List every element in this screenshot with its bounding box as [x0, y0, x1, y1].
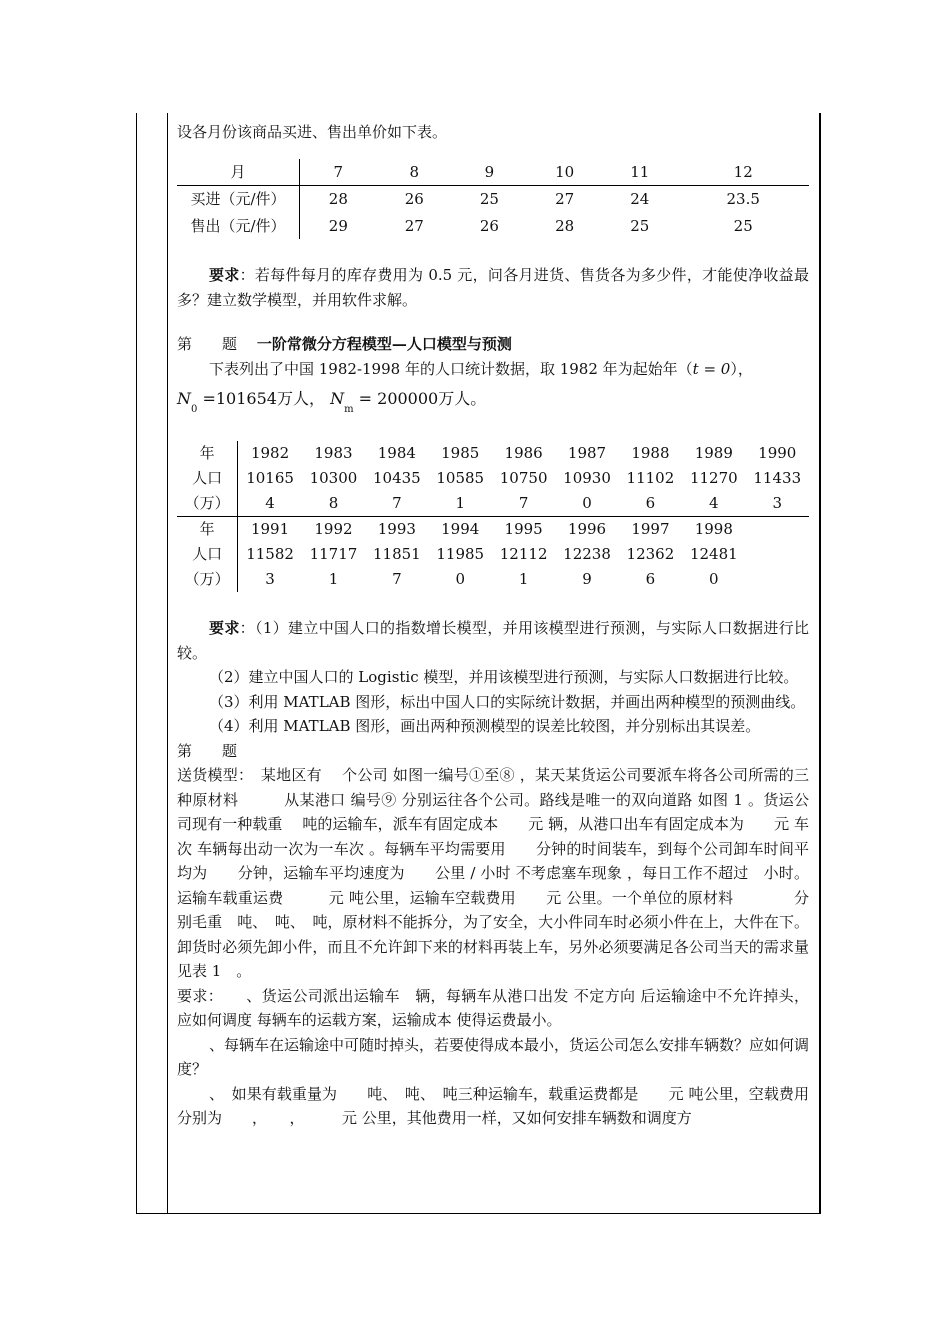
population-cell	[746, 567, 810, 592]
population-row-label: （万）	[177, 567, 238, 592]
population-cell: 8	[302, 491, 365, 517]
population-table-row	[177, 491, 809, 517]
population-formula: $N_0 =101654$万人， $N_m = 200000$万人。	[177, 389, 487, 415]
population-cell: 1995	[504, 520, 543, 539]
population-cell: 1991	[250, 520, 290, 539]
section-3-question-3: 、 如果有载重量为 吨、 吨、 吨三种运输车，载重运费都是 元 吨公里，空载费用分别为 ， ， 元 公里，其他费用一样，又如何安排车辆数和调度方	[177, 1084, 809, 1127]
population-cell: 1	[518, 570, 529, 589]
price-table-row: 买进（元/件） 28 26 25 27 24 23.5	[177, 186, 809, 213]
requirement-2-item-1: 要求：（1）建立中国人口的指数增长模型，并用该模型进行预测，与实际人口数据进行比较。	[177, 619, 809, 662]
document-content	[177, 113, 809, 1131]
population-cell: 1988	[631, 444, 670, 463]
population-cell: 10750	[499, 469, 548, 488]
population-cell: 12238	[563, 545, 611, 564]
section-2-heading: 第 题 一阶常微分方程模型—人口模型与预测	[177, 335, 512, 353]
population-row-label: 年	[177, 441, 238, 466]
population-row-label: （万）	[177, 491, 238, 517]
population-cell: 3	[746, 491, 810, 517]
population-cell: 7	[392, 570, 402, 589]
population-cell: 0	[455, 570, 466, 589]
section-2-line1: 下表列出了中国 1982-1998 年的人口统计数据，取 1982 年为起始年（t = 0），	[209, 359, 753, 378]
population-cell: 1992	[314, 520, 353, 539]
requirement-2-item-3: （3）利用 MATLAB 图形，标出中国人口的实际统计数据，并画出两种模型的预测曲线。	[209, 692, 806, 711]
population-cell: 11270	[689, 469, 738, 488]
population-cell: 1984	[377, 444, 416, 463]
column-divider	[167, 113, 168, 1213]
population-cell: 1993	[377, 520, 416, 539]
population-cell: 10435	[372, 469, 421, 488]
population-cell: 10300	[309, 469, 358, 488]
population-cell: 3	[265, 570, 275, 589]
population-cell: 0	[555, 491, 618, 517]
population-cell: 1986	[504, 444, 543, 463]
population-cell	[746, 517, 810, 543]
price-table	[177, 159, 809, 240]
population-cell: 12481	[689, 545, 738, 564]
population-cell: 11717	[309, 545, 358, 564]
population-row-label: 人口	[177, 466, 238, 491]
population-cell: 11851	[372, 545, 421, 564]
price-table-row: 售出（元/件） 29 27 26 28 25 25	[177, 213, 809, 240]
population-cell: 1996	[567, 520, 607, 539]
population-row-label: 年	[177, 517, 238, 543]
population-cell: 7	[365, 491, 428, 517]
population-cell: 1987	[567, 444, 607, 463]
requirement-2-item-2: （2）建立中国人口的 Logistic 模型，并用该模型进行预测，与实际人口数据进行比较。	[209, 668, 799, 686]
population-row-label: 人口	[177, 542, 238, 567]
population-cell: 1982	[250, 444, 290, 463]
population-cell	[746, 542, 810, 567]
population-table	[177, 441, 809, 592]
population-cell: 0	[709, 570, 719, 589]
population-cell: 1998	[694, 520, 733, 539]
population-cell: 11433	[753, 469, 802, 488]
population-cell: 1	[328, 570, 339, 589]
population-cell: 1990	[758, 444, 797, 463]
population-cell: 1985	[441, 444, 480, 463]
population-table-row	[177, 542, 809, 567]
population-cell: 10930	[563, 469, 611, 488]
population-cell: 1	[429, 491, 492, 517]
population-cell: 12362	[626, 545, 675, 564]
section-3-question-2: 、每辆车在运输途中可随时掉头，若要使得成本最小，货运公司怎么安排车辆数？应如何调度？	[177, 1035, 810, 1078]
intro-line: 设各月份该商品买进、售出单价如下表。	[177, 123, 448, 141]
section-3-requirement: 要求： 、货运公司派出运输车 辆，每辆车从港口出发 不定方向 后运输途中不允许掉头，应如何调度 每辆车的运载方案，运输成本 使得运费最小。	[177, 986, 809, 1029]
population-cell: 6	[619, 491, 682, 517]
population-cell: 10585	[436, 469, 485, 488]
population-table-row	[177, 567, 809, 592]
population-cell: 4	[682, 491, 745, 517]
population-table-row	[177, 466, 809, 491]
population-cell: 1997	[631, 520, 670, 539]
population-cell: 1994	[441, 520, 480, 539]
population-cell: 7	[492, 491, 555, 517]
population-cell: 6	[645, 570, 656, 589]
population-table-row	[177, 441, 809, 466]
population-table-row	[177, 517, 809, 543]
population-cell: 11582	[246, 545, 294, 564]
population-cell: 11985	[436, 545, 485, 564]
population-cell: 4	[238, 491, 302, 517]
population-cell: 1983	[314, 444, 353, 463]
section-3-heading: 第 题	[177, 741, 238, 760]
population-cell: 1989	[694, 444, 733, 463]
requirement-1: 要求：若每件每月的库存费用为 0.5 元，问各月进货、售货各为多少件，才能使净收益最多？建立数学模型，并用软件求解。	[177, 266, 809, 309]
population-cell: 12112	[499, 545, 548, 564]
section-3-body: 送货模型： 某地区有 个公司 如图一编号①至⑧ ，某天某货运公司要派车将各公司所需的三种原材料 从某港口 编号⑨ 分别运往各个公司。路线是唯一的双向道路 如图 1 。货运公司现有一种载重 吨的运输车，派车有固定成本 元 辆，从港口出车有固定成本为 元 车次 车辆每出动一次为一车次 。每辆车平均需要用 分钟的时间装车，到每个公司卸车时间平均为 分钟，运输车平均速度为 公里 / 小时 不考虑塞车现象 ，每日工作不超过 小时。运输车载重运费 元 吨公里，运输车空载费用 元 公里。一个单位的原材料 分别毛重 吨、 吨、 吨，原材料不能拆分，为了安全，大小件同车时必须小件在上，大件在下。卸货时必须先卸小件，而且不允许卸下来的材料再装上车，另外必须要满足各公司当天的需求量 见表 1 。	[177, 766, 809, 980]
price-table-header: 月 7 8 9 10 11 12	[177, 159, 809, 186]
population-cell: 9	[582, 570, 592, 589]
requirement-2-item-4: （4）利用 MATLAB 图形，画出两种预测模型的误差比较图，并分别标出其误差。	[209, 717, 761, 735]
population-cell: 10165	[246, 469, 294, 488]
population-cell: 11102	[626, 469, 675, 488]
